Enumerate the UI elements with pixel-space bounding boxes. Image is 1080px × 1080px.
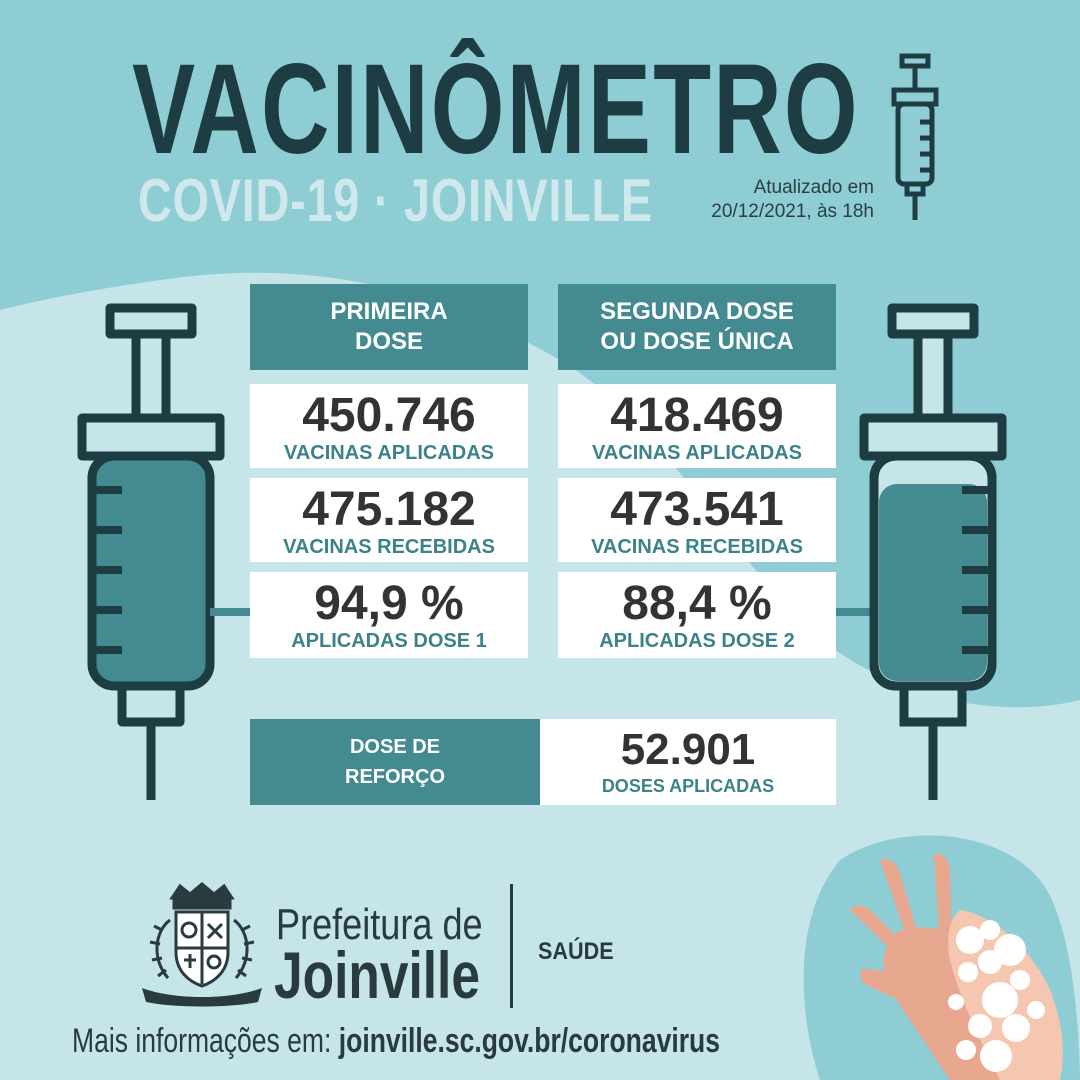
second-dose-percent-card	[558, 572, 836, 658]
syringe-title-icon	[886, 52, 946, 222]
second-dose-percent-value: 88,4 %	[622, 577, 772, 630]
booster-value: 52.901	[620, 725, 756, 774]
more-info-prefix: Mais informações em:	[72, 1022, 332, 1060]
prefeitura-text: Prefeitura de	[276, 900, 483, 949]
first-dose-heading-line1: PRIMEIRA	[330, 298, 448, 325]
first-dose-received-value: 475.182	[302, 483, 476, 536]
first-dose-applied-card	[250, 384, 528, 468]
booster-heading	[250, 719, 540, 805]
updated-timestamp	[640, 176, 874, 224]
second-dose-heading-line2: OU DOSE ÚNICA	[600, 328, 794, 355]
booster-heading-line1: DOSE DE	[349, 736, 441, 758]
first-dose-percent-value: 94,9 %	[314, 577, 464, 630]
second-dose-applied-card	[558, 384, 836, 468]
second-dose-heading-line1: SEGUNDA DOSE	[600, 298, 794, 325]
first-dose-applied-value: 450.746	[302, 389, 476, 442]
second-dose-received-label: VACINAS RECEBIDAS	[591, 536, 803, 558]
more-info-text	[72, 1022, 720, 1061]
booster-heading-line2: REFORÇO	[345, 766, 445, 788]
page-title: VACINÔMETRO	[132, 38, 860, 181]
hand-washing-icon	[840, 850, 1080, 1080]
first-dose-percent-label: APLICADAS DOSE 1	[291, 630, 487, 652]
first-dose-applied-label: VACINAS APLICADAS	[283, 442, 494, 464]
coat-of-arms-icon	[134, 880, 270, 1008]
second-dose-heading	[558, 284, 836, 370]
city-name: Joinville	[274, 938, 481, 1012]
syringe-left-icon	[60, 300, 250, 810]
second-dose-applied-label: VACINAS APLICADAS	[591, 442, 802, 464]
first-dose-heading-line2: DOSE	[354, 328, 423, 355]
syringe-right-icon	[836, 300, 1026, 810]
second-dose-received-value: 473.541	[610, 483, 784, 536]
first-dose-percent-card	[250, 572, 528, 658]
more-info-link[interactable]: joinville.sc.gov.br/coronavirus	[338, 1022, 720, 1060]
updated-date: 20/12/2021, às 18h	[711, 201, 874, 222]
updated-label: Atualizado em	[753, 177, 874, 198]
footer-divider	[510, 884, 513, 1008]
booster-card	[540, 719, 836, 805]
first-dose-received-card	[250, 478, 528, 562]
first-dose-heading	[250, 284, 528, 370]
booster-label: DOSES APLICADAS	[601, 776, 775, 796]
page-subtitle: COVID-19 · JOINVILLE	[138, 167, 653, 234]
second-dose-received-card	[558, 478, 836, 562]
second-dose-percent-label: APLICADAS DOSE 2	[599, 630, 795, 652]
first-dose-received-label: VACINAS RECEBIDAS	[283, 536, 495, 558]
department-name: SAÚDE	[538, 938, 614, 965]
second-dose-applied-value: 418.469	[610, 389, 784, 442]
